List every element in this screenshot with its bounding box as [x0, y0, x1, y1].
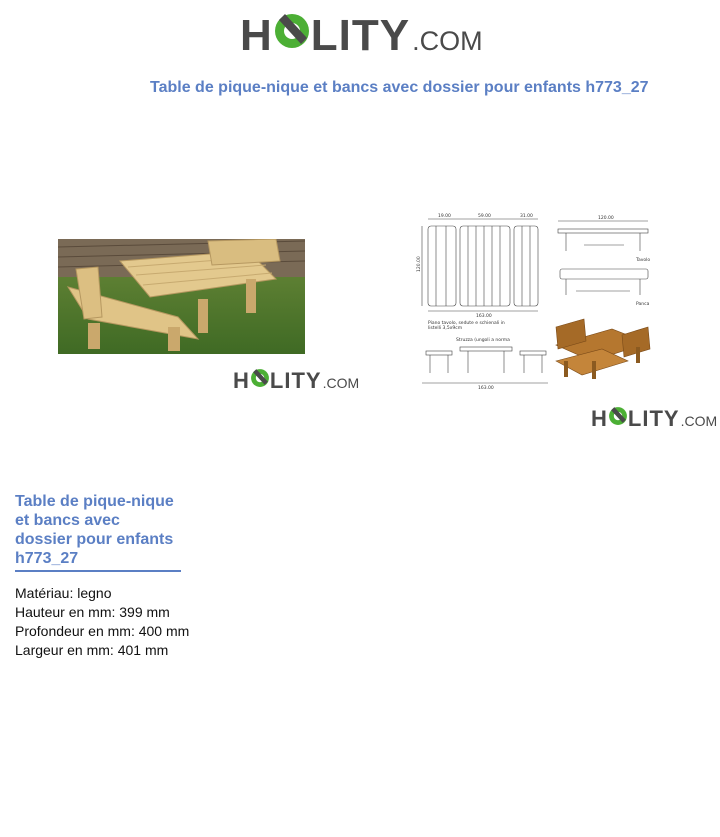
logo-domain: .COM [412, 26, 483, 56]
logo-domain: .COM [322, 375, 360, 391]
drawing-note: listelli 3,5x9cm [428, 326, 463, 331]
holity-logo-small[interactable] [233, 367, 359, 394]
logo-domain: .COM [680, 413, 718, 429]
drawing-note: Struzza (ungoli a norma [456, 338, 510, 343]
dim-label: 19.00 [438, 214, 451, 219]
dim-label: 163.00 [476, 314, 492, 319]
product-title: Table de pique-nique et bancs avec dossier pour enfants h773_27 [15, 492, 181, 572]
logo-word-end: LITY [627, 406, 680, 431]
spec-list [15, 584, 189, 660]
spec-width: Largeur en mm: 401 mm [15, 642, 169, 658]
dim-label: 120.00 [417, 256, 422, 272]
spec-height: Hauteur en mm: 399 mm [15, 604, 170, 620]
holity-logo-small[interactable] [591, 405, 717, 432]
dim-label: 163.00 [478, 386, 494, 391]
logo-o-icon [250, 367, 270, 393]
view-label: Panca [636, 302, 650, 307]
technical-drawing [416, 211, 662, 393]
holity-logo[interactable] [240, 10, 483, 61]
dim-label: 120.00 [598, 216, 614, 221]
logo-word-start: H [591, 406, 608, 431]
spec-material: Matériau: legno [15, 585, 112, 601]
view-label: Tavolo [636, 258, 651, 263]
logo-word-end: LITY [269, 368, 322, 393]
dim-label: 31.00 [520, 214, 533, 219]
drawing-note: Piano tavolo, sedute e schienali in [428, 321, 505, 326]
logo-o-icon [273, 10, 311, 55]
logo-word-start: H [233, 368, 250, 393]
logo-word-start: H [240, 11, 273, 60]
product-photo [58, 239, 305, 354]
logo-o-icon [608, 405, 628, 431]
logo-word-end: LITY [310, 11, 411, 60]
dim-label: 59.00 [478, 214, 491, 219]
spec-depth: Profondeur en mm: 400 mm [15, 623, 190, 639]
page-title: Table de pique-nique et bancs avec dossier pour enfants h773_27 [150, 79, 649, 96]
